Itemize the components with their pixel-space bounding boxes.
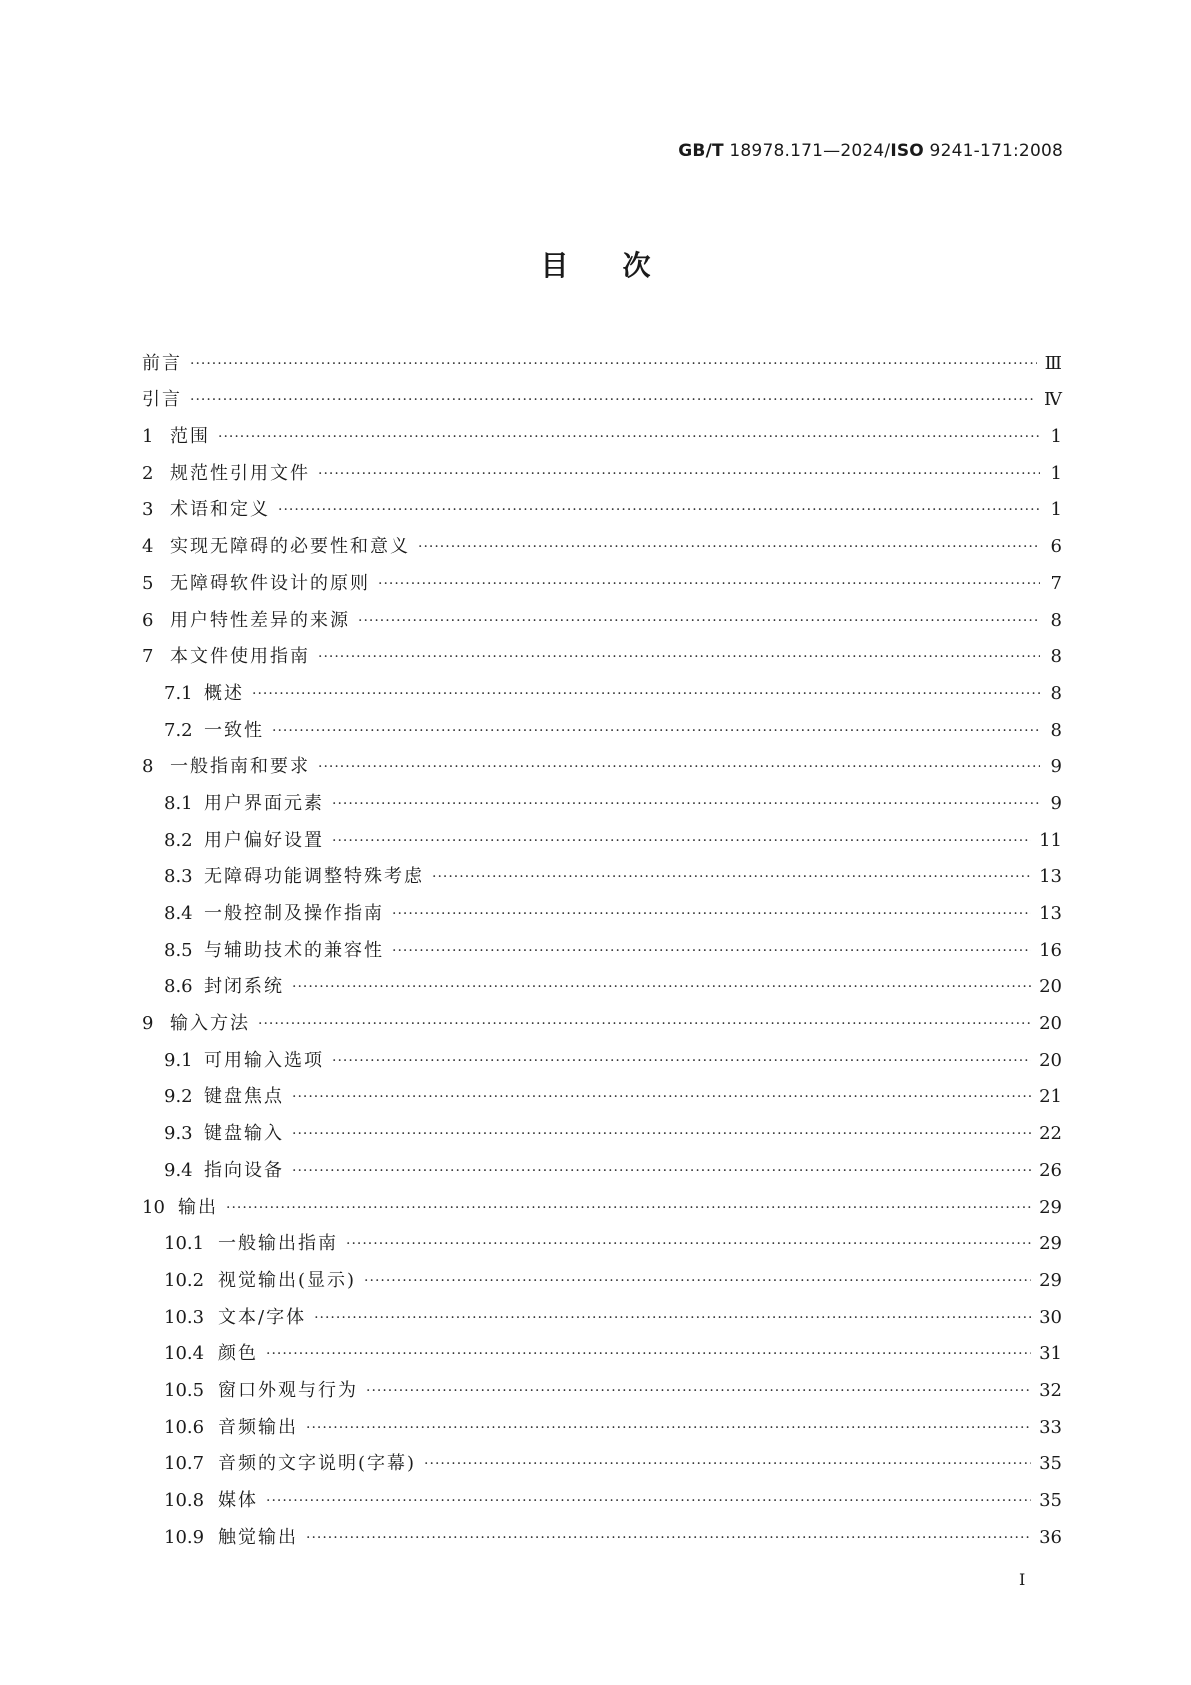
toc-leader-dots (332, 1050, 1031, 1072)
toc-entry-label: 一般指南和要求 (170, 756, 310, 778)
toc-entry-page: 36 (1039, 1526, 1062, 1548)
iso-number: 9241-171:2008 (923, 141, 1063, 161)
toc-leader-dots (332, 793, 1040, 815)
toc-entry-label: 规范性引用文件 (170, 462, 310, 484)
toc-leader-dots (346, 1233, 1031, 1255)
toc-entry-number: 10.9 (164, 1526, 205, 1548)
toc-entry-page: 1 (1050, 462, 1062, 484)
toc-leader-dots (418, 536, 1040, 558)
toc-entry-number: 8 (142, 756, 154, 778)
toc-entry-label: 输出 (178, 1196, 218, 1218)
toc-leader-dots (218, 426, 1040, 448)
toc-entry-page: 29 (1039, 1196, 1062, 1218)
toc-entry-label: 封闭系统 (204, 976, 284, 998)
toc-entry-number: 9 (142, 1013, 154, 1035)
toc-entry[interactable] (142, 1219, 1062, 1256)
standard-code-prefix: GB/T (678, 141, 724, 161)
toc-entry-number: 8.2 (164, 829, 193, 851)
toc-leader-dots (366, 1380, 1031, 1402)
toc-entry-label: 键盘输入 (204, 1123, 284, 1145)
toc-entry[interactable] (142, 888, 1062, 925)
toc-entry[interactable] (142, 1145, 1062, 1182)
toc-entry-page: 20 (1039, 976, 1062, 998)
standard-code-number: 18978.171—2024/ (723, 141, 891, 161)
toc-entry[interactable] (142, 1035, 1062, 1072)
table-of-contents (142, 338, 1062, 1549)
toc-entry-page: 21 (1039, 1086, 1062, 1108)
toc-entry-page: 8 (1050, 646, 1062, 668)
toc-leader-dots (190, 389, 1036, 411)
toc-entry-number: 10.3 (164, 1306, 205, 1328)
toc-entry-label: 一般控制及操作指南 (204, 903, 384, 924)
toc-entry[interactable] (142, 1475, 1062, 1512)
toc-entry-page: 29 (1039, 1269, 1062, 1291)
toc-entry-page: 6 (1050, 536, 1062, 558)
toc-entry-label: 音频输出 (218, 1416, 298, 1438)
toc-leader-dots (424, 1453, 1031, 1475)
toc-entry-number: 7 (142, 646, 154, 668)
toc-entry[interactable] (142, 998, 1062, 1035)
toc-leader-dots (318, 646, 1040, 668)
toc-entry-page: 29 (1039, 1233, 1062, 1255)
page-title: 目次 (540, 249, 705, 282)
toc-leader-dots (318, 463, 1040, 485)
toc-entry-page: 11 (1039, 829, 1062, 851)
toc-entry-label: 一致性 (204, 719, 264, 741)
toc-entry[interactable] (142, 778, 1062, 815)
toc-entry-label: 一般输出指南 (218, 1233, 338, 1255)
toc-entry-page: 31 (1039, 1343, 1062, 1365)
toc-entry[interactable] (142, 375, 1062, 412)
toc-entry-label: 用户界面元素 (204, 792, 324, 814)
toc-leader-dots (278, 499, 1040, 521)
toc-entry-label: 可用输入选项 (204, 1049, 324, 1071)
page-number: Ⅰ (1019, 1570, 1026, 1589)
toc-entry-label: 与辅助技术的兼容性 (204, 939, 384, 961)
toc-entry-number: 5 (142, 572, 154, 594)
toc-entry-page: 8 (1050, 609, 1062, 631)
toc-entry[interactable] (142, 1292, 1062, 1329)
toc-entry-label: 键盘焦点 (204, 1086, 284, 1108)
toc-entry[interactable] (142, 815, 1062, 852)
toc-entry-label: 用户偏好设置 (204, 829, 324, 851)
toc-entry[interactable] (142, 1402, 1062, 1439)
toc-entry-number: 8.3 (164, 866, 193, 888)
toc-leader-dots (292, 976, 1031, 998)
toc-entry-number: 10.6 (164, 1416, 205, 1438)
toc-entry[interactable] (142, 925, 1062, 962)
toc-leader-dots (314, 1307, 1031, 1329)
toc-entry-number: 10.8 (164, 1490, 205, 1511)
toc-leader-dots (266, 1490, 1031, 1512)
iso-prefix: ISO (890, 141, 924, 161)
toc-entry-page: 30 (1039, 1306, 1062, 1328)
toc-leader-dots (292, 1160, 1031, 1182)
toc-entry-page: 33 (1039, 1416, 1062, 1438)
toc-entry-label: 媒体 (218, 1490, 258, 1511)
toc-leader-dots (292, 1123, 1031, 1145)
toc-entry-number: 8.5 (164, 939, 193, 961)
toc-entry[interactable] (142, 1182, 1062, 1219)
toc-leader-dots (272, 720, 1040, 742)
toc-entry-page: 20 (1039, 1013, 1062, 1035)
toc-leader-dots (306, 1527, 1031, 1549)
toc-entry-label: 输入方法 (170, 1013, 250, 1035)
toc-entry-number: 9.3 (164, 1123, 193, 1145)
toc-leader-dots (392, 903, 1031, 925)
toc-entry[interactable] (142, 595, 1062, 632)
toc-entry-page: 13 (1039, 866, 1062, 888)
toc-entry[interactable] (142, 742, 1062, 779)
toc-entry[interactable] (142, 558, 1062, 595)
toc-entry-page: 1 (1050, 499, 1062, 521)
toc-entry-number: 10.2 (164, 1269, 205, 1291)
toc-entry-page: 1 (1050, 426, 1062, 448)
toc-entry-number: 10.4 (164, 1343, 205, 1365)
toc-entry-label: 指向设备 (204, 1159, 284, 1181)
toc-leader-dots (292, 1086, 1031, 1108)
toc-entry-number: 10.1 (164, 1233, 205, 1255)
toc-entry-page: 35 (1039, 1453, 1062, 1475)
toc-leader-dots (358, 610, 1040, 632)
toc-entry-label: 本文件使用指南 (170, 646, 310, 668)
toc-entry-label: 范围 (170, 426, 210, 448)
toc-entry-page: 26 (1039, 1159, 1062, 1181)
toc-entry[interactable] (142, 338, 1062, 375)
toc-entry-number: 8.6 (164, 976, 193, 998)
toc-leader-dots (266, 1343, 1031, 1365)
toc-entry-number: 7.1 (164, 682, 193, 704)
toc-leader-dots (332, 830, 1031, 852)
toc-entry-number: 6 (142, 609, 154, 631)
toc-entry-number: 10.7 (164, 1453, 205, 1475)
toc-leader-dots (306, 1417, 1031, 1439)
toc-entry[interactable] (142, 1255, 1062, 1292)
toc-entry-label: 视觉输出(显示) (218, 1269, 357, 1291)
toc-entry-page: 8 (1050, 719, 1062, 741)
toc-entry-page: 8 (1050, 682, 1062, 704)
toc-entry-number: 9.4 (164, 1159, 193, 1181)
toc-entry-number: 8.1 (164, 792, 193, 814)
toc-entry-page: 32 (1039, 1379, 1062, 1401)
toc-entry-page: 16 (1039, 939, 1062, 961)
toc-entry-page: 9 (1050, 792, 1062, 814)
toc-entry[interactable] (142, 962, 1062, 999)
toc-entry-label: 颜色 (218, 1343, 258, 1365)
toc-entry-number: 9.2 (164, 1086, 193, 1108)
toc-leader-dots (392, 940, 1031, 962)
toc-entry-label: 触觉输出 (218, 1526, 298, 1548)
toc-entry[interactable] (142, 1512, 1062, 1549)
toc-leader-dots (190, 353, 1037, 375)
toc-entry-page: Ⅲ (1044, 352, 1062, 374)
toc-entry-number: 10.5 (164, 1379, 205, 1401)
toc-leader-dots (432, 866, 1031, 888)
toc-entry-page: 13 (1039, 903, 1062, 924)
standard-code (678, 141, 1063, 161)
toc-entry[interactable] (142, 485, 1062, 522)
toc-entry[interactable] (142, 668, 1062, 705)
toc-leader-dots (318, 756, 1040, 778)
toc-entry[interactable] (142, 852, 1062, 889)
toc-entry-label: 概述 (204, 682, 244, 704)
toc-entry[interactable] (142, 521, 1062, 558)
toc-entry-page: 7 (1050, 572, 1062, 594)
toc-entry[interactable] (142, 1439, 1062, 1476)
toc-entry-page: Ⅳ (1044, 389, 1062, 411)
toc-entry[interactable] (142, 448, 1062, 485)
toc-entry-number: 9.1 (164, 1049, 193, 1071)
toc-leader-dots (364, 1270, 1031, 1292)
toc-entry-number: 10 (142, 1196, 165, 1218)
toc-entry-number: 8.4 (164, 903, 193, 924)
toc-entry-number: 2 (142, 462, 154, 484)
toc-entry-number: 4 (142, 536, 154, 558)
toc-entry-number: 3 (142, 499, 154, 521)
toc-entry-label: 文本/字体 (218, 1306, 307, 1328)
toc-entry-page: 20 (1039, 1049, 1062, 1071)
toc-entry[interactable] (142, 411, 1062, 448)
toc-entry-label: 用户特性差异的来源 (170, 609, 350, 631)
toc-entry[interactable] (142, 1072, 1062, 1109)
toc-entry[interactable] (142, 632, 1062, 669)
toc-entry-number: 1 (142, 426, 154, 448)
toc-leader-dots (258, 1013, 1031, 1035)
toc-leader-dots (226, 1197, 1031, 1219)
toc-entry-label: 无障碍功能调整特殊考虑 (204, 866, 424, 888)
toc-entry-page: 9 (1050, 756, 1062, 778)
toc-entry-label: 前言 (142, 352, 182, 374)
toc-entry[interactable] (142, 1365, 1062, 1402)
toc-entry-page: 22 (1039, 1123, 1062, 1145)
toc-entry-label: 窗口外观与行为 (218, 1379, 358, 1401)
toc-leader-dots (252, 683, 1040, 705)
toc-entry-page: 35 (1039, 1490, 1062, 1511)
toc-entry[interactable] (142, 1329, 1062, 1366)
toc-entry-label: 音频的文字说明(字幕) (218, 1453, 417, 1475)
toc-entry-label: 实现无障碍的必要性和意义 (170, 536, 410, 558)
toc-entry-label: 术语和定义 (170, 499, 270, 521)
toc-entry[interactable] (142, 1108, 1062, 1145)
toc-entry-number: 7.2 (164, 719, 193, 741)
toc-leader-dots (378, 573, 1040, 595)
toc-entry[interactable] (142, 705, 1062, 742)
toc-entry-label: 引言 (142, 389, 182, 411)
toc-entry-label: 无障碍软件设计的原则 (170, 572, 370, 594)
